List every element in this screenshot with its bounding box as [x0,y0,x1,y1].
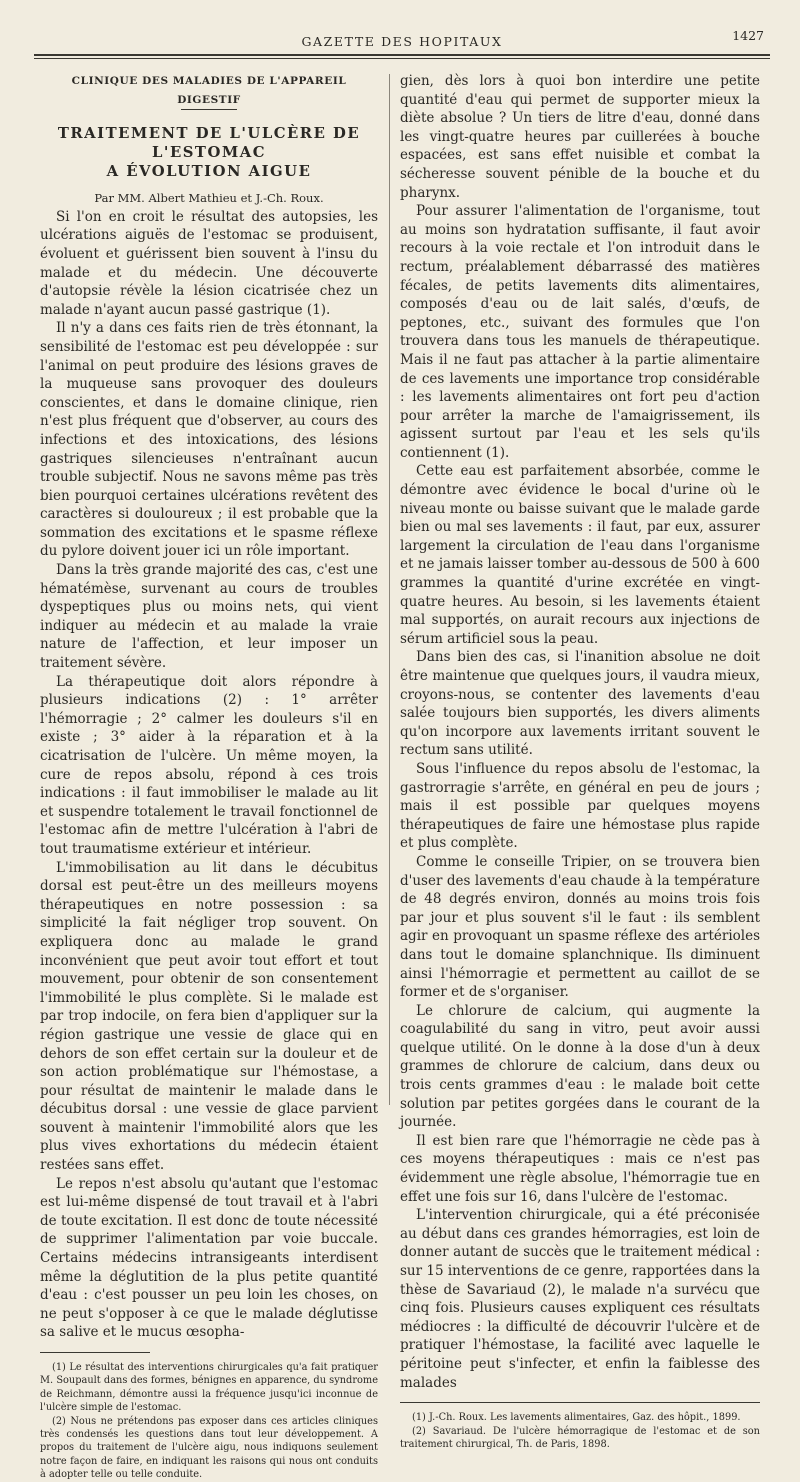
body-paragraph: Comme le conseille Tripier, on se trouvera bien d'user des lavements d'eau chaude à la température de 48 degrés environ, donnés au moins trois fois par jour et plus souvent s'il le faut : ils semblent agir en provoquant un spasme réflexe des artérioles dans tout le domaine splanchnique. Ils diminuent ainsi l'hémorragie et permettent au caillot de se former et de s'organiser. [400,853,760,1001]
column-divider [389,74,390,1105]
footnotes-left [40,1361,378,1482]
footnote-rule [40,1352,150,1353]
footnotes-right [400,1411,760,1451]
page-header [34,28,770,68]
body-paragraph: Dans bien des cas, si l'inanition absolue ne doit être maintenue que quelques jours, il vaudra mieux, croyons-nous, se contenter des lavements d'eau salée toujours bien supportés, les divers aliments qu'on incorpore aux lavements irritant souvent le rectum sans utilité. [400,649,760,759]
body-paragraph: Pour assurer l'alimentation de l'organisme, tout au moins son hydratation suffisante, il faut avoir recours à la voie rectale et l'on introduit dans le rectum, préalablement débarrassé des matières fécales, de petits lavements dits alimentaires, composés d'eau ou de lait salés, d'œufs, de peptones, etc., suivant des formules que l'on trouvera dans tous les manuels de thérapeutique. Mais il ne faut pas attacher à la partie alimentaire de ces lavements une importance trop considérable : les lavements alimentaires ont fort peu d'action pour arrêter la marche de l'amaigrissement, ils agissent surtout par l'eau et les sels qu'ils contiennent (1). [400,203,760,461]
body-paragraph: L'intervention chirurgicale, qui a été préconisée au début dans ces grandes hémorragies, est loin de donner autant de succès que le traitement médical : sur 15 interventions de ce genre, rapportées dans la thèse de Savariaud (2), le malade n'a survécu que cinq fois. Plusieurs causes expliquent ces résultats médiocres : la difficulté de découvrir l'ulcère et de pratiquer l'hémostase, la facilité avec laquelle le péritoine peut s'infecter, et enfin la faiblesse des malades [400,1207,760,1391]
body-paragraph: Il n'y a dans ces faits rien de très étonnant, la sensibilité de l'estomac est peu développée : sur l'animal on peut produire des lésions graves de la muqueuse sans provoquer des douleurs conscientes, et dans le domaine clinique, rien n'est plus fréquent que d'observer, au cours des infections et des intoxications, des lésions gastriques silencieuses n'entraînant aucun trouble subjectif. Nous ne savons même pas très bien pourquoi certaines ulcérations revêtent des caractères si douloureux ; il est probable que la sommation des excitations et le spasme réflexe du pylore doivent jouer ici un rôle important. [40,320,378,560]
left-column [40,72,378,1481]
byline: Par MM. Albert Mathieu et J.-Ch. Roux. [94,191,324,206]
body-paragraph: Il est bien rare que l'hémorragie ne cède pas à ces moyens thérapeutiques : mais ce n'est pas évidemment une règle absolue, l'hémorragie tue en effet une fois sur 16, dans l'ulcère de l'estomac. [400,1132,760,1205]
body-paragraph: La thérapeutique doit alors répondre à plusieurs indications (2) : 1° arrêter l'hémorragie ; 2° calmer les douleurs s'il en existe ; 3° aider à la réparation et à la cicatrisation de l'ulcère. Un même moyen, la cure de repos absolu, répond à ces trois indications : il faut immobiliser le malade au lit et suspendre totalement le travail fonctionnel de l'estomac afin de mettre l'ulcération à l'abri de tout traumatisme extérieur et intérieur. [40,673,378,857]
footnote-rule [400,1402,760,1403]
section-rule [181,109,237,110]
body-paragraph: Sous l'influence du repos absolu de l'estomac, la gastrorragie s'arrête, en général en peu de jours ; mais il est possible par quelques moyens thérapeutiques de faire une hémostase plus rapide et plus complète. [400,760,760,852]
footnote: (1) Le résultat des interventions chirurgicales qu'a fait pratiquer M. Soupault dans des formes, bénignes en apparence, du syndrome de Reichmann, démontre aussi la fréquence jusqu'ici inconnue de l'ulcère simple de l'estomac. [40,1362,378,1414]
body-paragraph: Le repos n'est absolu qu'autant que l'estomac est lui-même dispensé de tout travail et à l'abri de toute excitation. Il est donc de toute nécessité de supprimer l'alimentation par voie buccale. Certains médecins intransigeants interdisent même la déglutition de la plus petite quantité d'eau : c'est pousser un peu loin les choses, on ne peut s'opposer à ce que le malade déglutisse sa salive et le mucus œsopha- [40,1175,378,1341]
journal-title: GAZETTE DES HOPITAUX [301,34,503,49]
right-column [400,72,760,1450]
body-paragraph: Dans la très grande majorité des cas, c'est une hématémèse, survenant au cours de troubles dyspeptiques plus ou moins nets, qui vient indiquer au médecin et au malade la vraie nature de l'affection, et leur imposer un traitement sévère. [40,562,378,672]
body-paragraph: Si l'on en croit le résultat des autopsies, les ulcérations aiguës de l'estomac se produisent, évoluent et guérissent bien souvent à l'insu du malade et du médecin. Une découverte d'autopsie révèle la lésion cicatrisée chez un malade n'ayant aucun passé gastrique (1). [40,208,378,318]
body-paragraph: Le chlorure de calcium, qui augmente la coagulabilité du sang in vitro, peut avoir aussi quelque utilité. On le donne à la dose d'un à deux grammes de chlorure de calcium, dans deux ou trois cents grammes d'eau : le malade boit cette solution par petites gorgées dans le courant de la journée. [400,1002,760,1131]
header-rule [34,54,770,59]
article-title-line-1: TRAITEMENT DE L'ULCÈRE DE L'ESTOMAC [57,125,361,162]
body-paragraph: Cette eau est parfaitement absorbée, comme le démontre avec évidence le bocal d'urine où le niveau monte ou baisse suivant que le malade garde bien ou mal ses lavements : il faut, par eux, assurer largement la circulation de l'eau dans l'organisme et ne jamais laisser tomber au-dessous de 500 à 600 grammes la quantité d'urine excrétée en vingt-quatre heures. Au besoin, si les lavements étaient mal supportés, on aurait recours aux injections de sérum artificiel sous la peau. [400,463,760,647]
article-title-line-2: A ÉVOLUTION AIGUE [106,163,312,181]
footnote: (2) Savariaud. De l'ulcère hémorragique de l'estomac et de son traitement chirurgical, Th. de Paris, 1898. [400,1425,760,1450]
article-title [40,124,378,181]
section-title: CLINIQUE DES MALADIES DE L'APPAREIL DIGESTIF [71,75,347,106]
footnote: (1) J.-Ch. Roux. Les lavements alimentaires, Gaz. des hôpit., 1899. [412,1412,741,1424]
body-paragraph: gien, dès lors à quoi bon interdire une petite quantité d'eau qui permet de supporter mieux la diète absolue ? Un tiers de litre d'eau, donné dans les vingt-quatre heures par cuillerées à bouche espacées, est sans effet nuisible et combat la sécheresse souvent pénible de la bouche et du pharynx. [400,73,760,201]
footnote: (2) Nous ne prétendons pas exposer dans ces articles cliniques très condensés les questions dans tout leur développement. A propos du traitement de l'ulcère aigu, nous indiquons seulement notre façon de faire, en indiquant les raisons qui nous ont conduits à adopter telle ou telle conduite. [40,1415,378,1481]
page-number: 1427 [732,28,764,43]
body-paragraph: L'immobilisation au lit dans le décubitus dorsal est peut-être un des meilleurs moyens thérapeutiques en notre possession : sa simplicité la fait négliger trop souvent. On expliquera donc au malade le grand inconvénient que peut avoir tout effort et tout mouvement, pour obtenir de son consentement l'immobilité le plus complète. Si le malade est par trop indocile, on fera bien d'appliquer sur la région gastrique une vessie de glace qui en dehors de son effet certain sur la douleur et de son action problématique sur l'hémostase, a pour résultat de maintenir le malade dans le décubitus dorsal : une vessie de glace parvient souvent à maintenir l'immobilité alors que les plus vives exhortations du médecin étaient restées sans effet. [40,859,378,1174]
